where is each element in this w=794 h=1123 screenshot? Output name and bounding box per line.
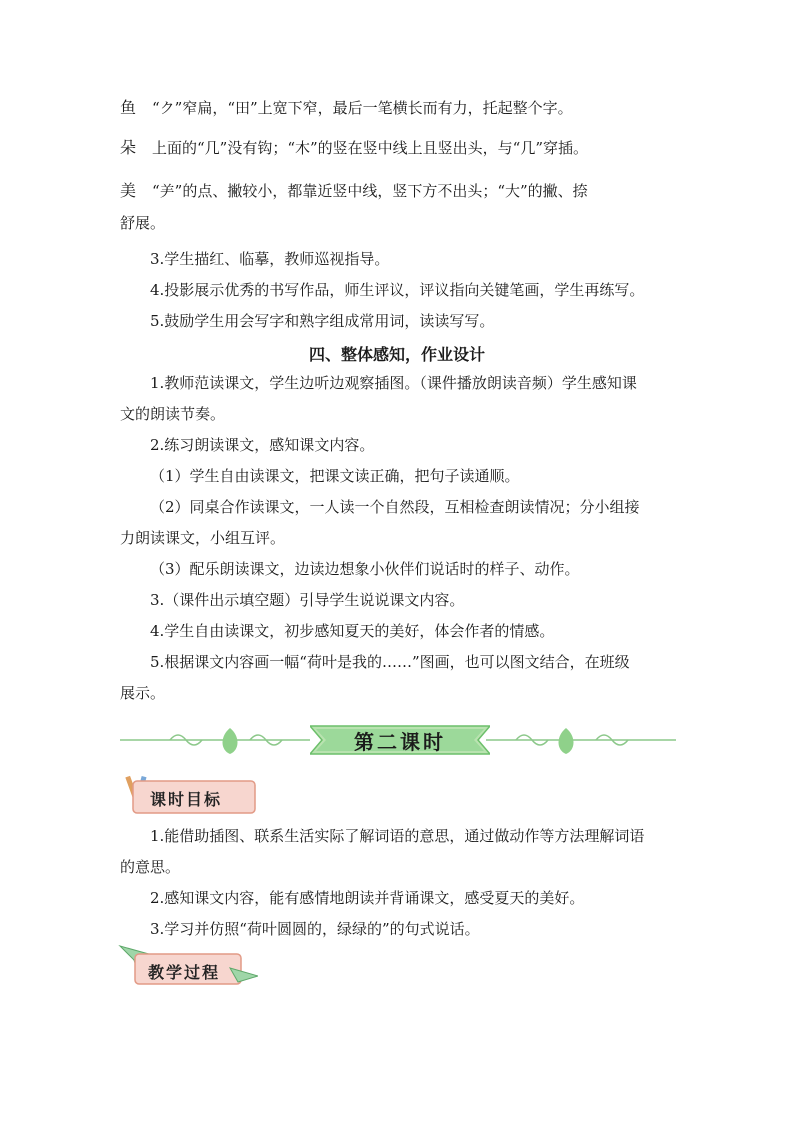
s4-p2-2-cont: 力朗读课文，小组互评。 <box>120 529 286 547</box>
s4-p5-cont: 展示。 <box>120 684 166 702</box>
s4-p4: 4.学生自由读课文，初步感知夏天的美好，体会作者的情感。 <box>150 622 555 640</box>
goal-1: 1.能借助插图、联系生活实际了解词语的意思，通过做动作等方法理解词语 <box>150 827 645 845</box>
step-5: 5.鼓励学生用会写字和熟字组成常用词，读读写写。 <box>150 312 495 330</box>
s4-p1: 1.教师范读课文，学生边听边观察插图。（课件播放朗读音频）学生感知课 <box>150 374 637 392</box>
char-label: 朵 <box>120 138 137 157</box>
lesson-banner: 第二课时 <box>354 730 446 754</box>
char-note-continued: 舒展。 <box>120 214 166 232</box>
s4-p2-1: （1）学生自由读课文，把课文读正确，把句子读通顺。 <box>150 467 520 485</box>
char-note-yu <box>120 98 676 118</box>
process-badge: 教学过程 <box>148 963 221 982</box>
section-title: 四、整体感知，作业设计 <box>308 345 485 364</box>
goal-1-cont: 的意思。 <box>120 858 181 876</box>
step-4: 4.投影展示优秀的书写作品，师生评议，评议指向关键笔画，学生再练写。 <box>150 281 645 299</box>
s4-p5: 5.根据课文内容画一幅“荷叶是我的……”图画，也可以图文结合，在班级 <box>150 653 630 671</box>
char-note-text: “⺶”的点、撇较小，都靠近竖中线，竖下方不出头；“大”的撇、捺 <box>152 182 588 200</box>
char-label: 鱼 <box>120 98 137 117</box>
step-3: 3.学生描红、临摹，教师巡视指导。 <box>150 250 390 268</box>
char-note-mei <box>120 181 676 201</box>
s4-p2-3: （3）配乐朗读课文，边读边想象小伙伴们说话时的样子、动作。 <box>150 560 580 578</box>
char-note-text: “ク”窄扁，“田”上宽下窄，最后一笔横长而有力，托起整个字。 <box>152 99 573 117</box>
goals-badge: 课时目标 <box>150 790 223 809</box>
s4-p2: 2.练习朗读课文，感知课文内容。 <box>150 436 375 454</box>
char-note-text: 上面的“几”没有钩；“木”的竖在竖中线上且竖出头，与“几”穿插。 <box>152 139 589 157</box>
goal-3: 3.学习并仿照“荷叶圆圆的，绿绿的”的句式说话。 <box>150 920 480 938</box>
goal-2: 2.感知课文内容，能有感情地朗读并背诵课文，感受夏天的美好。 <box>150 889 585 907</box>
char-label: 美 <box>120 181 137 200</box>
s4-p2-2: （2）同桌合作读课文，一人读一个自然段，互相检查朗读情况；分小组接 <box>150 498 640 516</box>
char-note-duo <box>120 138 676 158</box>
s4-p3: 3.（课件出示填空题）引导学生说说课文内容。 <box>150 591 465 609</box>
s4-p1-cont: 文的朗读节奏。 <box>120 405 226 423</box>
